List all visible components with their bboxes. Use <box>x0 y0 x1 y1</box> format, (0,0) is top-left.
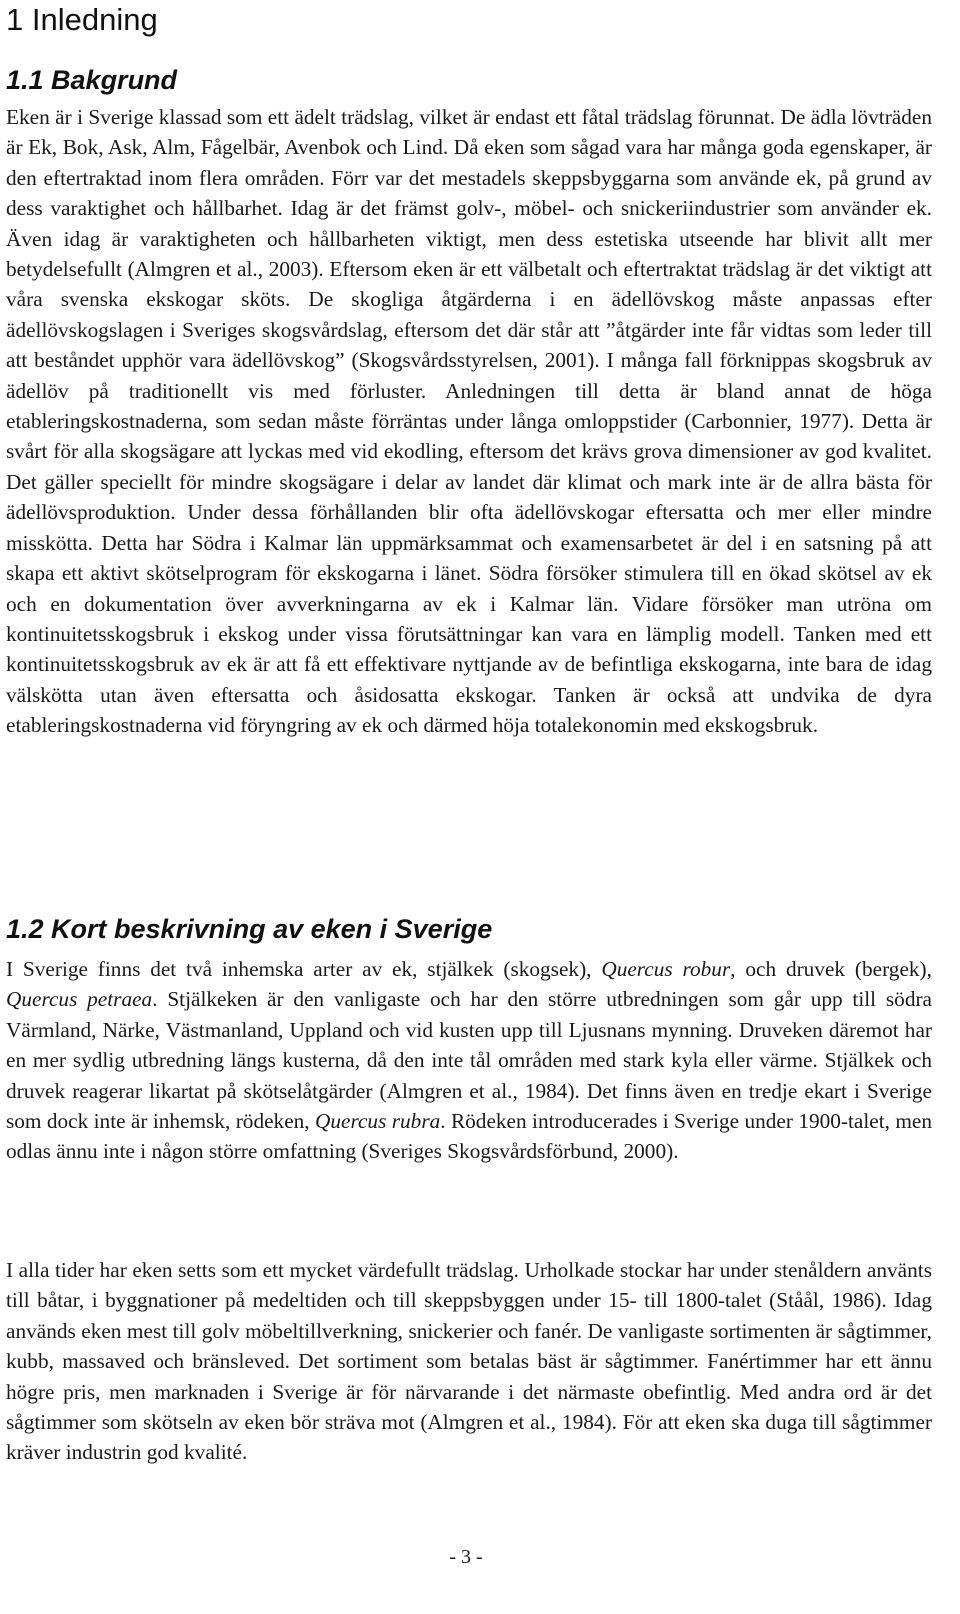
text-run: I Sverige finns det två inhemska arter av ek, stjälkek (skogsek), <box>6 957 602 981</box>
text-run: , och druvek (bergek), <box>730 957 932 981</box>
chapter-heading: 1 Inledning <box>6 2 158 37</box>
paragraph-anvandning <box>6 1255 932 1468</box>
section-heading-kort-beskrivning: 1.2 Kort beskrivning av eken i Sverige <box>6 914 493 944</box>
text-run: Eken är i Sverige klassad som ett ädelt trädslag, vilket är endast ett fåtal trädslag förunnat. De ädla lövträden är Ek, Bok, Ask, Alm, Fågelbär, Avenbok och Lind. Då eken som sågad vara har många goda egenskaper, är den eftertraktad inom flera områden. Förr var det mestadels skeppsbyggarna som använde ek, på grund av dess varaktighet och hållbarhet. Idag är det främst golv-, möbel- och snickeriindustrier som använder ek. Även idag är varaktigheten och hållbarheten viktigt, men dess estetiska utseende har blivit allt mer betydelsefullt (Almgren et al., 2003). Eftersom eken är ett välbetalt och eftertraktat trädslag är det viktigt att våra svenska ekskogar sköts. De skogliga åtgärderna i en ädellövskog måste anpassas efter ädellövskogslagen i Sveriges skogsvårdslag, eftersom det där står att ”åtgärder inte får vidtas som leder till att beståndet upphör vara ädellövskog” (Skogsvårdsstyrelsen, 2001). I många fall förknippas skogsbruk av ädellöv på traditionellt vis med förluster. Anledningen till detta är bland annat de höga etableringskostnaderna, som sedan måste förräntas under långa omloppstider (Carbonnier, 1977). Detta är svårt för alla skogsägare att lyckas med vid ekodling, eftersom det krävs grova dimensioner av god kvalitet. Det gäller speciellt för mindre skogsägare i delar av landet där klimat och mark inte är de allra bästa för ädellövsproduktion. Under dessa förhållanden blir ofta ädellövskogar eftersatta och mer eller mindre misskötta. Detta har Södra i Kalmar län uppmärksammat och examensarbetet är del i en satsning på att skapa ett aktivt skötselprogram för ekskogarna i länet. Södra försöker stimulera till en ökad skötsel av ek och en dokumentation över avverkningarna av ek i Kalmar län. Vidare försöker man utröna om kontinuitetsskogsbruk i ekskog under vissa förutsättningar kan vara en lämplig modell. Tanken med ett kontinuitetsskogsbruk av ek är att få ett effektivare nyttjande av de befintliga ekskogarna, inte bara de idag välskötta utan även eftersatta och åsidosatta ekskogar. Tanken är också att undvika de dyra etableringskostnaderna vid föryngring av ek och därmed höja totalekonomin med ekskogsbruk. <box>6 105 932 738</box>
species-name-quercus-petraea: Quercus petraea <box>6 987 153 1012</box>
species-name-quercus-rubra: Quercus rubra <box>315 1109 441 1134</box>
paragraph-arter <box>6 954 932 1167</box>
text-run: . Rödeken introducerades i Sverige under 1900-talet, men odlas ännu inte i någon större omfattning (Sveriges Skogsvårdsförbund, 2000). <box>6 1109 933 1164</box>
paragraph-bakgrund <box>6 102 932 741</box>
page-number: - 3 - <box>449 1546 483 1568</box>
section-heading-bakgrund: 1.1 Bakgrund <box>6 65 178 95</box>
text-run: I alla tider har eken setts som ett mycket värdefullt trädslag. Urholkade stockar har under stenåldern använts till båtar, i byggnationer på medeltiden och till skeppsbyggen under 15- till 1800-talet (Ståål, 1986). Idag används eken mest till golv möbeltillverkning, snickerier och fanér. De vanligaste sortimenten är sågtimmer, kubb, massaved och bränsleved. Det sortiment som betalas bäst är sågtimmer. Fanértimmer har ett ännu högre pris, men marknaden i Sverige är för närvarande i det närmaste obefintlig. Med andra ord är det sågtimmer som skötseln av eken bör sträva mot (Almgren et al., 1984). För att eken ska duga till sågtimmer kräver industrin god kvalité. <box>6 1258 932 1465</box>
text-run: . Stjälkeken är den vanligaste och har den större utbredningen som går upp till södra Värmland, Närke, Västmanland, Uppland och vid kusten upp till Ljusnans mynning. Druveken däremot har en mer sydlig utbredning längs kusterna, då den inte tål områden med stark kyla eller värme. Stjälkek och druvek reagerar likartat på skötselåtgärder (Almgren et al., 1984). Det finns även en tredje ekart i Sverige som dock inte är inhemsk, rödeken, <box>6 987 933 1134</box>
species-name-quercus-robur: Quercus robur <box>601 957 731 981</box>
